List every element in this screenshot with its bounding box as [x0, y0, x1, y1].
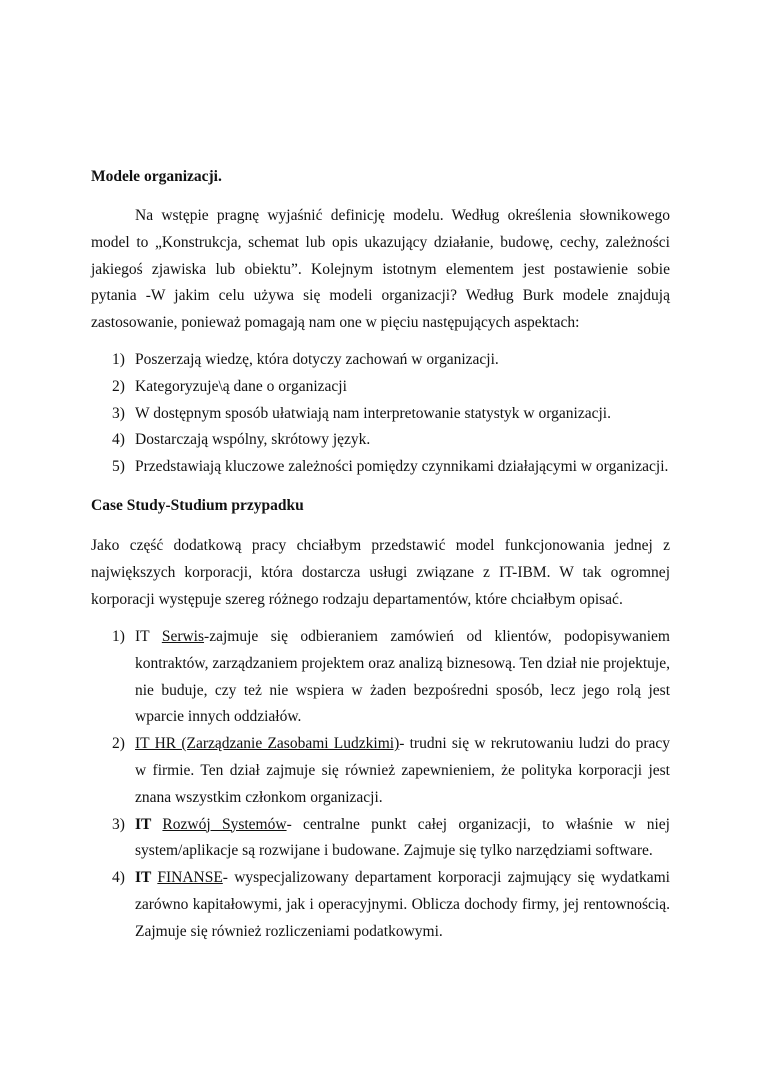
list-text: Przedstawiają kluczowe zależności pomiędzy czynnikami działającymi w organizacji.	[135, 458, 669, 476]
list-text: Poszerzają wiedzę, która dotyczy zachowań w organizacji.	[135, 351, 499, 368]
list-item	[0, 812, 760, 866]
list-item	[0, 427, 760, 454]
list-item	[0, 374, 760, 401]
department-label-prefix: IT	[135, 869, 158, 887]
section-heading-modele: Modele organizacji.	[91, 168, 222, 185]
department-label: Serwis	[161, 628, 205, 645]
list-number: 2)	[112, 735, 125, 753]
departments-list	[0, 624, 760, 946]
list-text: Dostarczają wspólny, skrótowy język.	[135, 431, 371, 449]
department-description: - centralne punkt całej organizacji, to właśnie w niej system/aplikacje są rozwijane i budowane. Zajmuje się tylko narzędziami software.	[135, 815, 670, 860]
list-item	[0, 347, 760, 374]
list-number: 5)	[112, 458, 125, 476]
list-number: 1)	[112, 628, 125, 645]
list-text	[135, 865, 670, 945]
department-label: FINANSE	[157, 869, 223, 887]
department-label: Rozwój Systemów	[162, 815, 287, 833]
list-number: 3)	[112, 404, 125, 422]
case-study-paragraph: Jako część dodatkową pracy chciałbym przedstawić model funkcjonowania jednej z największych korporacji, która dostarcza usługi związane z IT-IBM. W tak ogromnej korporacji występuje szereg różnego rodzaju departamentów, które chciałbym opisać.	[91, 537, 670, 608]
list-number: 4)	[112, 431, 125, 449]
list-text: Kategoryzuje\ą dane o organizacji	[135, 377, 347, 395]
list-item	[0, 624, 760, 731]
aspects-list	[0, 347, 760, 481]
list-text	[135, 731, 670, 811]
list-item	[0, 865, 760, 945]
list-number: 2)	[112, 377, 125, 395]
department-description: - trudni się w rekrutowaniu ludzi do pracy w firmie. Ten dział zajmuje się również zapewnieniem, że polityka korporacji jest znana wszystkim członkom organizacji.	[135, 735, 670, 806]
department-description: - wyspecjalizowany departament korporacji zajmujący się wydatkami zarówno kapitałowymi, jak i operacyjnymi. Oblicza dochody firmy, jej rentownością. Zajmuje się również rozliczeniami podatkowymi.	[135, 869, 670, 940]
list-item	[0, 401, 760, 428]
department-label: IT HR (Zarządzanie Zasobami Ludzkimi)	[135, 735, 400, 753]
list-number: 3)	[112, 815, 125, 833]
intro-paragraph: Na wstępie pragnę wyjaśnić definicję modelu. Według określenia słownikowego model to „Konstrukcja, schemat lub opis ukazujący działanie, budowę, cechy, zależności jakiegoś zjawiska lub obiektu”. Kolejnym istotnym elementem jest postawienie sobie pytania -W jakim celu używa się modeli organizacji? Według Burk modele znajdują zastosowanie, ponieważ pomagają nam one w pięciu następujących aspektach:	[91, 207, 670, 332]
list-number: 1)	[112, 351, 125, 368]
section-heading-case-study: Case Study-Studium przypadku	[91, 497, 304, 514]
department-description: -zajmuje się odbieraniem zamówień od klientów, podopisywaniem kontraktów, zarządzaniem projektem oraz analizą biznesową. Ten dział nie projektuje, nie buduje, czy też nie wspiera w żaden bezpośredni sposób, lecz jego rolą jest wparcie innych oddziałów.	[135, 628, 670, 726]
department-label-prefix: IT	[135, 815, 163, 833]
list-item	[0, 731, 760, 811]
list-item	[0, 454, 760, 481]
department-label-prefix: IT	[135, 628, 162, 645]
list-text	[135, 624, 670, 731]
list-text	[135, 812, 670, 866]
list-number: 4)	[112, 869, 125, 887]
list-text: W dostępnym sposób ułatwiają nam interpretowanie statystyk w organizacji.	[135, 404, 611, 422]
